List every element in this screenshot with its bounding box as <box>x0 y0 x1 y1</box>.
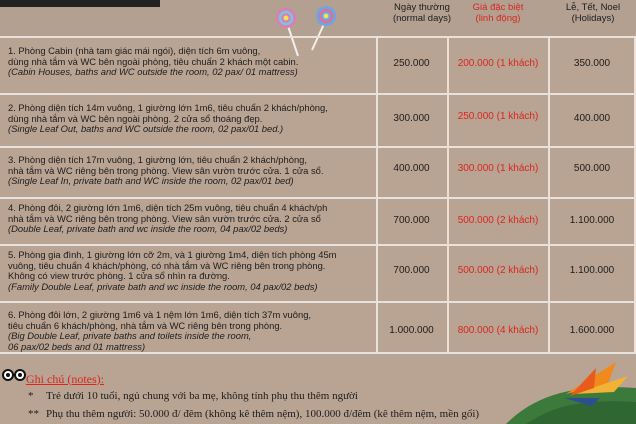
room-6-special-price: 800.000 (4 khách) <box>457 325 539 336</box>
room-3-special-price: 300.000 (1 khách) <box>457 163 539 174</box>
room-1-holiday-price: 350.000 <box>573 58 611 69</box>
glasses-icon <box>2 368 26 382</box>
room-1-weekday-price: 250.000 <box>393 58 430 69</box>
room-5-holiday-price: 1.100.000 <box>569 265 615 276</box>
room-2-holiday-price: 400.000 <box>573 113 611 124</box>
room-4-weekday-price: 700.000 <box>393 215 430 226</box>
col-header-special: Giá đặc biệt (linh động) <box>472 2 524 24</box>
room-3-holiday-price: 500.000 <box>573 163 611 174</box>
room-2-description: 2. Phòng diện tích 14m vuông, 1 giường lớn 1m6, tiêu chuẩn 2 khách/phòng, dùng nhà tắm và WC bên ngoài phòng. 2 cửa sổ thoáng đẹp. (Single Leaf Out, baths and WC outside the room, 02 pax/01 bed.) <box>8 102 328 135</box>
room-6-weekday-price: 1.000.000 <box>389 325 434 336</box>
room-5-special-price: 500.000 (2 khách) <box>457 265 539 276</box>
room-1-description: 1. Phòng Cabin (nhà tam giác mái ngói), diện tích 6m vuông, dùng nhà tắm và WC bên ngoài phòng, tiêu chuẩn 2 khách một cabin. (Cabin Houses, baths and WC outside the room, 02 pax/ 01 mattress) <box>8 45 299 78</box>
note-1: * Trẻ dưới 10 tuổi, ngủ chung với ba mẹ, không tính phụ thu thêm người <box>28 390 358 402</box>
bird-of-paradise-flower <box>496 354 636 424</box>
room-4-holiday-price: 1.100.000 <box>569 215 615 226</box>
room-5-description: 5. Phòng gia đình, 1 giường lớn cỡ 2m, và 1 giường 1m4, diện tích phòng 45m vuông, tiêu chuẩn 4 khách/phòng, có nhà tắm và WC riêng bên trong phòng. Không có view trước phòng. 1 cửa sổ nhìn ra đường. (Family Double Leaf, private bath and wc inside the room, 04 pax/02 beds) <box>8 249 337 292</box>
note-2: ** Phụ thu thêm người: 50.000 đ/ đêm (không kê thêm nệm), 100.000 đ/đêm (kê thêm nệm, mền gối) <box>28 408 480 420</box>
room-4-description: 4. Phòng đôi, 2 giường lớn 1m6, diện tích 25m vuông, tiêu chuẩn 4 khách/ph nhà tắm và WC riêng bên trong phòng. View sân vườn trước cửa. 2 cửa sổ (Double Leaf, private bath and wc inside the room, 04 pax/02 beds) <box>8 202 328 235</box>
room-4-special-price: 500.000 (2 khách) <box>457 215 539 226</box>
top-black-strip <box>0 0 160 7</box>
col-header-holiday: Lễ, Tết, Noel (Holidays) <box>565 2 621 24</box>
col-header-weekday: Ngày thường (normal days) <box>392 2 452 24</box>
room-5-weekday-price: 700.000 <box>393 265 430 276</box>
notes-title: Ghi chú (notes): <box>26 372 104 386</box>
room-6-holiday-price: 1.600.000 <box>569 325 615 336</box>
room-1-special-price: 200.000 (1 khách) <box>457 58 539 69</box>
room-2-weekday-price: 300.000 <box>393 113 430 124</box>
room-3-weekday-price: 400.000 <box>393 163 430 174</box>
room-6-description: 6. Phòng đôi lớn, 2 giường 1m6 và 1 nệm lớn 1m6, diện tích 37m vuông, tiêu chuẩn 6 khách/phòng, nhà tắm và WC riêng bên trong phòng. (Big Double Leaf, private baths and toilets inside the room, 06 pax/02 beds and 01 mattress) <box>8 309 312 352</box>
room-3-description: 3. Phòng diện tích 17m vuông, 1 giường lớn, tiêu chuẩn 2 khách/phòng, nhà tắm và WC riêng bên trong phòng. View sân vườn trước cửa. 1 cửa sổ. (Single Leaf In, private bath and WC inside the room, 02 pax/01 bed) <box>8 154 324 187</box>
price-table <box>0 36 636 354</box>
room-2-special-price: 250.000 (1 khách) <box>457 111 539 122</box>
